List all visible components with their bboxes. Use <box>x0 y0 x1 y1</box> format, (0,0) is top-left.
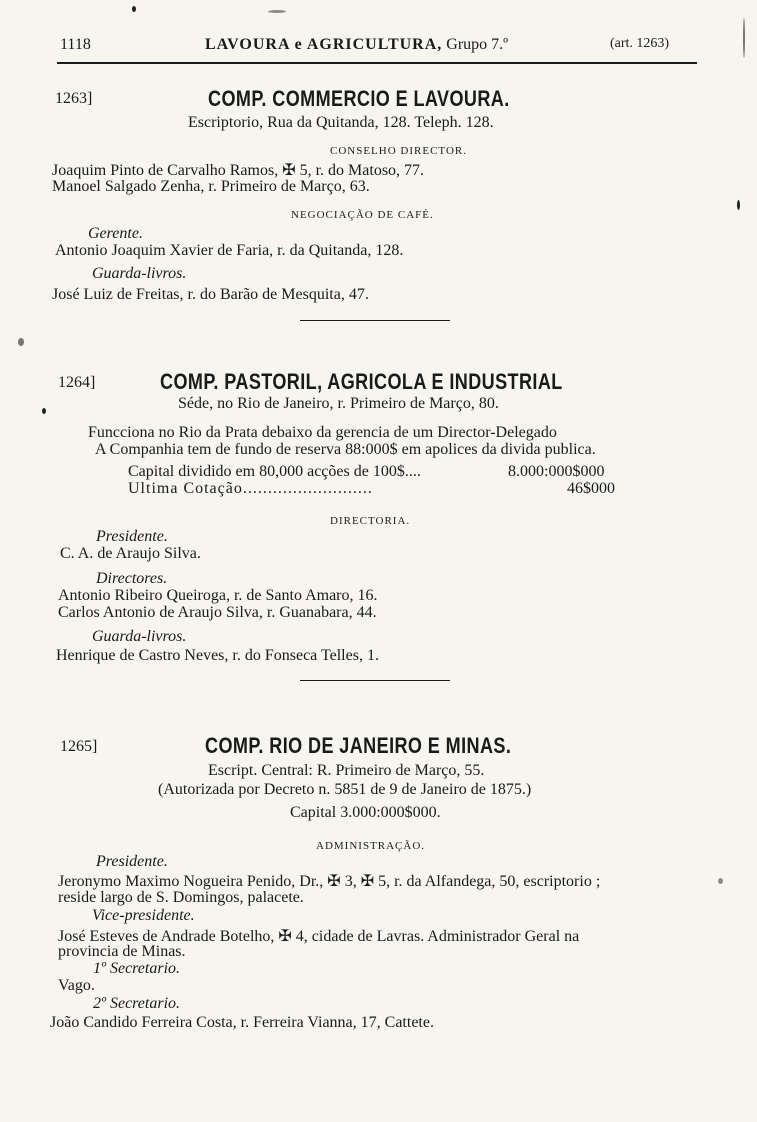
role-label: Guarda-livros. <box>92 628 187 645</box>
member-line: Carlos Antonio de Araujo Silva, r. Guanabara, 44. <box>58 604 377 621</box>
company-address: Séde, no Rio de Janeiro, r. Primeiro de Março, 80. <box>178 395 499 412</box>
cotacao-label: Ultima Cotação.......................... <box>128 480 373 497</box>
scan-speck <box>42 408 46 414</box>
scan-speck <box>718 878 723 884</box>
scan-speck <box>737 200 740 210</box>
scan-speck <box>132 6 136 12</box>
role-label: 2º Secretario. <box>93 995 181 1012</box>
member-line: Henrique de Castro Neves, r. do Fonseca Telles, 1. <box>56 647 379 664</box>
scan-speck <box>268 10 286 13</box>
member-line: Antonio Joaquim Xavier de Faria, r. da Quitanda, 128. <box>55 242 404 259</box>
entry-number: 1264] <box>58 374 96 391</box>
decree-line: (Autorizada por Decreto n. 5851 de 9 de Janeiro de 1875.) <box>158 781 532 798</box>
scan-speck <box>18 338 24 346</box>
entry-number: 1263] <box>55 90 93 107</box>
capital-line: Capital 3.000:000$000. <box>290 804 441 821</box>
company-title: COMP. RIO DE JANEIRO E MINAS. <box>205 733 512 758</box>
member-line: reside largo de S. Domingos, palacete. <box>58 889 304 906</box>
entry-number: 1265] <box>60 738 98 755</box>
company-title: COMP. PASTORIL, AGRICOLA E INDUSTRIAL <box>160 369 563 394</box>
member-line: provincia de Minas. <box>58 943 186 960</box>
member-line: C. A. de Araujo Silva. <box>60 545 201 562</box>
member-line: José Luiz de Freitas, r. do Barão de Mesquita, 47. <box>52 286 369 303</box>
member-line: Manoel Salgado Zenha, r. Primeiro de Março, 63. <box>52 178 370 195</box>
page-number: 1118 <box>60 36 91 53</box>
member-line: José Esteves de Andrade Botelho, ✠ 4, cidade de Lavras. Administrador Geral na <box>58 928 580 945</box>
section-separator <box>300 680 450 681</box>
cotacao-value: 46$000 <box>567 480 615 497</box>
role-label: Directores. <box>96 570 168 587</box>
member-line: Vago. <box>58 977 95 994</box>
section-separator <box>300 320 450 321</box>
section-heading: ADMINISTRAÇÃO. <box>316 840 426 852</box>
section-heading: CONSELHO DIRECTOR. <box>330 145 467 157</box>
capital-label: Capital dividido em 80,000 acções de 100$.... <box>128 463 421 480</box>
paragraph-line: A Companhia tem de fundo de reserva 88:000$ em apolices da divida publica. <box>95 441 596 458</box>
role-label: Presidente. <box>96 528 168 545</box>
capital-value: 8.000:000$000 <box>508 463 605 480</box>
member-line: Joaquim Pinto de Carvalho Ramos, ✠ 5, r. do Matoso, 77. <box>52 162 425 179</box>
member-line: Jeronymo Maximo Nogueira Penido, Dr., ✠ 3, ✠ 5, r. da Alfandega, 50, escriptorio ; <box>58 873 601 890</box>
running-title-text: LAVOURA e AGRICULTURA, <box>205 36 443 53</box>
member-line: João Candido Ferreira Costa, r. Ferreira Vianna, 17, Cattete. <box>50 1014 434 1031</box>
role-label: Guarda-livros. <box>92 265 187 282</box>
company-address: Escript. Central: R. Primeiro de Março, 55. <box>208 762 485 779</box>
running-title-grupo: Grupo 7.º <box>446 36 509 53</box>
section-heading: NEGOCIAÇÃO DE CAFÉ. <box>291 209 434 221</box>
scan-speck <box>743 18 745 58</box>
member-line: Antonio Ribeiro Queiroga, r. de Santo Amaro, 16. <box>58 587 378 604</box>
company-address: Escriptorio, Rua da Quitanda, 128. Teleph. 128. <box>188 114 494 131</box>
header-rule <box>57 62 697 64</box>
role-label: Vice-presidente. <box>92 907 195 924</box>
role-label: Gerente. <box>88 225 143 242</box>
running-title <box>205 36 508 54</box>
role-label: Presidente. <box>96 853 168 870</box>
section-heading: DIRECTORIA. <box>330 515 411 527</box>
company-title: COMP. COMMERCIO E LAVOURA. <box>208 86 510 111</box>
role-label: 1º Secretario. <box>93 960 181 977</box>
paragraph-line: Funcciona no Rio da Prata debaixo da gerencia de um Director-Delegado <box>88 424 557 441</box>
article-ref: (art. 1263) <box>610 36 670 51</box>
